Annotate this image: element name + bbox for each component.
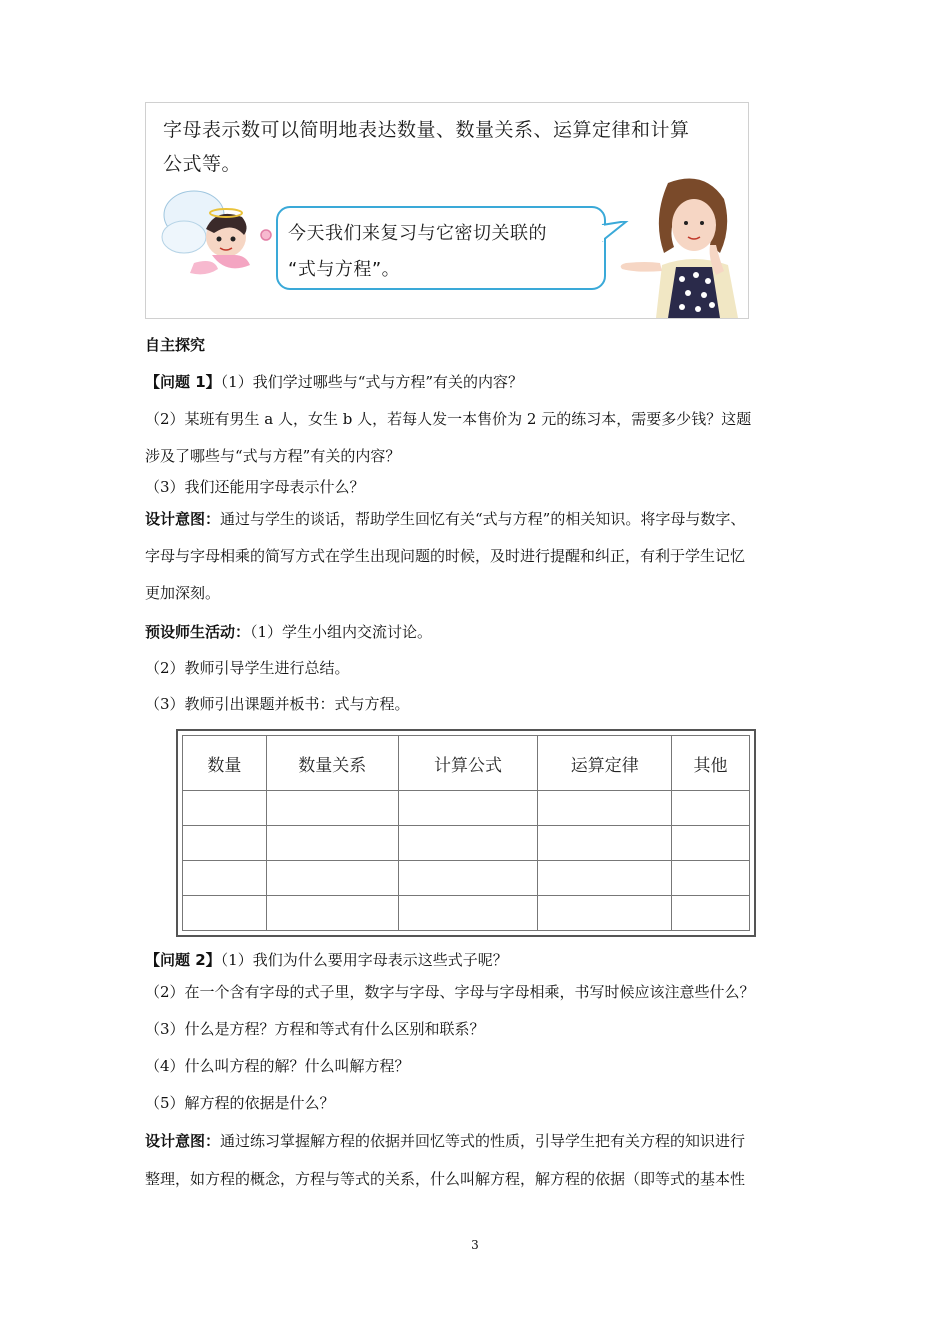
table-cell [183, 791, 267, 826]
table-cell [266, 791, 398, 826]
q1-part1-text: （1）我们学过哪些与“式与方程”有关的内容？ [220, 373, 524, 391]
design2-text: 通过练习掌握解方程的依据并回忆等式的性质，引导学生把有关方程的知识进行 [220, 1132, 746, 1150]
table-row [183, 791, 750, 826]
figure-caption-line-2: 公式等。 [163, 153, 242, 175]
table-cell [672, 826, 750, 861]
table-header-cell: 计算公式 [398, 736, 538, 791]
q1-part3: （3）我们还能用字母表示什么？ [145, 478, 365, 496]
activity-item1 [145, 622, 825, 642]
knowledge-table [176, 729, 756, 937]
speech-bubble [276, 206, 606, 290]
table-header-cell: 数量关系 [266, 736, 398, 791]
q2-label: 【问题 2】 [145, 951, 221, 969]
speech-line-2: “式与方程”。 [288, 259, 401, 280]
q2-part1 [145, 950, 825, 970]
table-cell [183, 861, 267, 896]
textbook-figure [145, 102, 749, 319]
figure-caption [163, 113, 743, 181]
table-header-cell: 数量 [183, 736, 267, 791]
explore-heading: 自主探究 [145, 336, 206, 354]
figure-caption-line-1: 字母表示数可以简明地表达数量、数量关系、运算定律和计算 [163, 119, 690, 141]
design1-text: 通过与学生的谈话，帮助学生回忆有关“式与方程”的相关知识。将字母与数字、 [220, 510, 746, 528]
table-cell [672, 791, 750, 826]
table-row [183, 896, 750, 931]
activity-label: 预设师生活动： [145, 623, 251, 641]
table-cell [538, 791, 672, 826]
table-header-cell: 其他 [672, 736, 750, 791]
q2-part2: （2）在一个含有字母的式子里，数字与字母、字母与字母相乘，书写时候应该注意些什么？ [145, 983, 755, 1001]
q1-label: 【问题 1】 [145, 373, 221, 391]
activity-item1-text: （1）学生小组内交流讨论。 [250, 623, 433, 641]
table-cell [266, 861, 398, 896]
table-cell [398, 861, 538, 896]
table-cell [672, 896, 750, 931]
table-cell [538, 896, 672, 931]
table-row [183, 826, 750, 861]
q2-part4: （4）什么叫方程的解？什么叫解方程？ [145, 1057, 410, 1075]
design2-label: 设计意图： [145, 1132, 221, 1150]
table-row [183, 861, 750, 896]
speech-line-1: 今天我们来复习与它密切关联的 [288, 223, 547, 244]
page-number: 3 [471, 1238, 479, 1252]
knowledge-table-grid [182, 735, 750, 931]
speech-text [288, 216, 598, 288]
table-cell [266, 826, 398, 861]
teacher-illustration [616, 175, 746, 318]
design1-line1 [145, 509, 825, 529]
q1-part2-line2: 涉及了哪些与“式与方程”有关的内容？ [145, 447, 401, 465]
table-cell [183, 826, 267, 861]
table-header-cell: 运算定律 [538, 736, 672, 791]
q2-part5: （5）解方程的依据是什么？ [145, 1094, 335, 1112]
design1-label: 设计意图： [145, 510, 221, 528]
q1-part2-line1: （2）某班有男生 a 人，女生 b 人，若每人发一本售价为 2 元的练习本，需要多少钱？这题 [145, 410, 752, 428]
activity-item3: （3）教师引出课题并板书：式与方程。 [145, 695, 410, 713]
design1-line3: 更加深刻。 [145, 584, 221, 602]
q2-part1-text: （1）我们为什么要用字母表示这些式子呢？ [220, 951, 508, 969]
q1-part1 [145, 372, 825, 392]
table-header-row [183, 736, 750, 791]
design1-line2: 字母与字母相乘的简写方式在学生出现问题的时候，及时进行提醒和纠正，有利于学生记忆 [145, 547, 746, 565]
activity-item2: （2）教师引导学生进行总结。 [145, 659, 350, 677]
fairy-illustration [154, 185, 272, 285]
table-cell [398, 896, 538, 931]
table-cell [538, 861, 672, 896]
table-cell [538, 826, 672, 861]
table-cell [183, 896, 267, 931]
design2-line1 [145, 1131, 825, 1151]
design2-line2: 整理，如方程的概念，方程与等式的关系，什么叫解方程，解方程的依据（即等式的基本性 [145, 1170, 746, 1188]
table-cell [398, 826, 538, 861]
table-cell [398, 791, 538, 826]
table-cell [672, 861, 750, 896]
q2-part3: （3）什么是方程？方程和等式有什么区别和联系？ [145, 1020, 485, 1038]
table-cell [266, 896, 398, 931]
